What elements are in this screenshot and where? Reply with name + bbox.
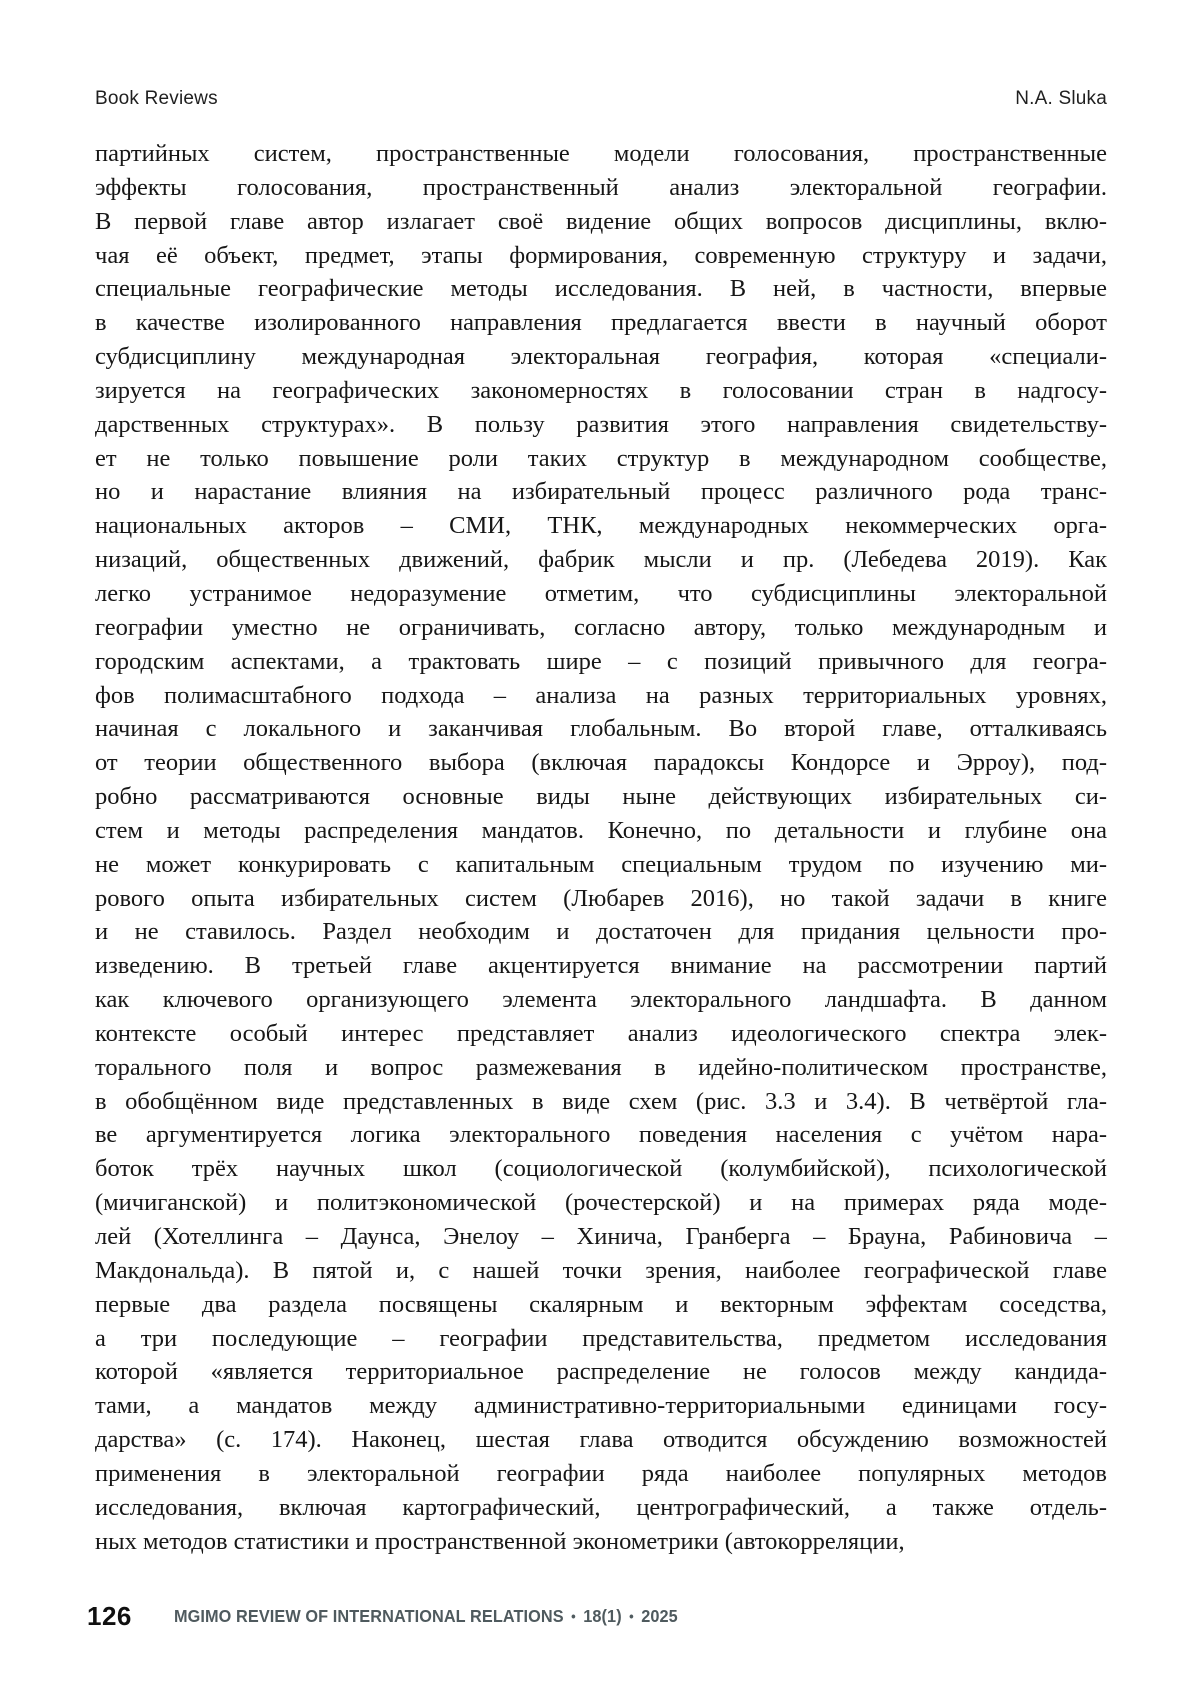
text-line: в обобщённом виде представленных в виде схем (рис. 3.3 и 3.4). В четвёртой гла- xyxy=(95,1087,1107,1115)
text-line: боток трёх научных школ (социологической (колумбийской), психологической xyxy=(95,1155,1107,1183)
footer-separator-icon: • xyxy=(629,1607,634,1624)
text-line: ве аргументируется логика электорального поведения населения с учётом нара- xyxy=(95,1121,1107,1149)
text-line: дарственных структурах». В пользу развития этого направления свидетельству- xyxy=(95,410,1107,438)
text-line: торального поля и вопрос размежевания в идейно-политическом пространстве, xyxy=(95,1053,1107,1081)
author-name: N.A. Sluka xyxy=(1015,88,1107,109)
text-line: стем и методы распределения мандатов. Конечно, по детальности и глубине она xyxy=(95,816,1107,844)
journal-year: 2025 xyxy=(641,1606,678,1626)
text-line: городским аспектами, а трактовать шире – с позиций привычного для геогра- xyxy=(95,647,1107,675)
text-line: лей (Хотеллинга – Даунса, Энелоу – Хинича, Гранберга – Брауна, Рабиновича – xyxy=(95,1223,1107,1250)
text-line: рового опыта избирательных систем (Любарев 2016), но такой задачи в книге xyxy=(95,884,1107,912)
text-line: зируется на географических закономерностях в голосовании стран в надгосу- xyxy=(95,376,1107,404)
text-line: робно рассматриваются основные виды ныне действующих избирательных си- xyxy=(95,783,1107,811)
text-line: изведению. В третьей главе акцентируется внимание на рассмотрении партий xyxy=(95,952,1107,980)
text-line: не может конкурировать с капитальным специальным трудом по изучению ми- xyxy=(95,850,1107,878)
text-line: первые два раздела посвящены скалярным и векторным эффектам соседства, xyxy=(95,1290,1107,1318)
journal-footer-line xyxy=(174,1606,678,1627)
text-line: эффекты голосования, пространственный анализ электоральной географии. xyxy=(95,173,1107,201)
text-line: исследования, включая картографический, центрографический, а также отдель- xyxy=(95,1493,1107,1521)
text-line: как ключевого организующего элемента электорального ландшафта. В данном xyxy=(95,986,1107,1014)
running-header xyxy=(95,88,1107,110)
text-line: географии уместно не ограничивать, согласно автору, только международным и xyxy=(95,613,1107,641)
text-line: легко устранимое недоразумение отметим, что субдисциплины электоральной xyxy=(95,579,1107,607)
text-line: начиная с локального и заканчивая глобальным. Во второй главе, отталкиваясь xyxy=(95,715,1107,743)
text-line: но и нарастание влияния на избирательный процесс различного рода транс- xyxy=(95,478,1107,506)
page-footer xyxy=(87,1601,716,1632)
text-line: специальные географические методы исследования. В ней, в частности, впервые xyxy=(95,275,1107,303)
text-line: дарства» (с. 174). Наконец, шестая глава отводится обсуждению возможностей xyxy=(95,1426,1107,1454)
text-line: чая её объект, предмет, этапы формирования, современную структуру и задачи, xyxy=(95,241,1107,269)
text-line: которой «является территориальное распределение не голосов между кандида- xyxy=(95,1358,1107,1386)
text-line: Макдональда). В пятой и, с нашей точки зрения, наиболее географической главе xyxy=(95,1256,1107,1284)
text-line: а три последующие – географии представительства, предметом исследования xyxy=(95,1324,1107,1352)
text-line: ных методов статистики и пространственной эконометрики (автокорреляции, xyxy=(95,1527,905,1555)
page-number: 126 xyxy=(87,1601,132,1631)
text-line: национальных акторов – СМИ, ТНК, международных некоммерческих орга- xyxy=(95,512,1107,540)
review-body-text xyxy=(95,137,1107,1558)
text-line: и не ставилось. Раздел необходим и достаточен для придания цельности про- xyxy=(95,918,1107,946)
text-line: партийных систем, пространственные модели голосования, пространственные xyxy=(95,140,1107,167)
text-line: (мичиганской) и политэкономической (рочестерской) и на примерах ряда моде- xyxy=(95,1189,1107,1217)
footer-separator-icon: • xyxy=(571,1607,576,1624)
text-line: фов полимасштабного подхода – анализа на разных территориальных уровнях, xyxy=(95,681,1107,709)
text-line: в качестве изолированного направления предлагается ввести в научный оборот xyxy=(95,309,1107,337)
text-line: тами, а мандатов между административно-территориальными единицами госу- xyxy=(95,1392,1107,1420)
text-line: низаций, общественных движений, фабрик мысли и пр. (Лебедева 2019). Как xyxy=(95,546,1107,574)
journal-title: MGIMO REVIEW OF INTERNATIONAL RELATIONS xyxy=(173,1606,564,1626)
text-line: контексте особый интерес представляет анализ идеологического спектра элек- xyxy=(95,1019,1107,1047)
section-label: Book Reviews xyxy=(95,88,218,109)
text-line: субдисциплину международная электоральная география, которая «специали- xyxy=(95,343,1107,371)
text-line: В первой главе автор излагает своё видение общих вопросов дисциплины, вклю- xyxy=(95,207,1107,235)
text-line: применения в электоральной географии ряда наиболее популярных методов xyxy=(95,1459,1107,1487)
text-line: от теории общественного выбора (включая парадоксы Кондорсе и Эрроу), под- xyxy=(95,749,1107,777)
text-line: ет не только повышение роли таких структур в международном сообществе, xyxy=(95,444,1107,472)
journal-issue: 18(1) xyxy=(583,1606,622,1626)
